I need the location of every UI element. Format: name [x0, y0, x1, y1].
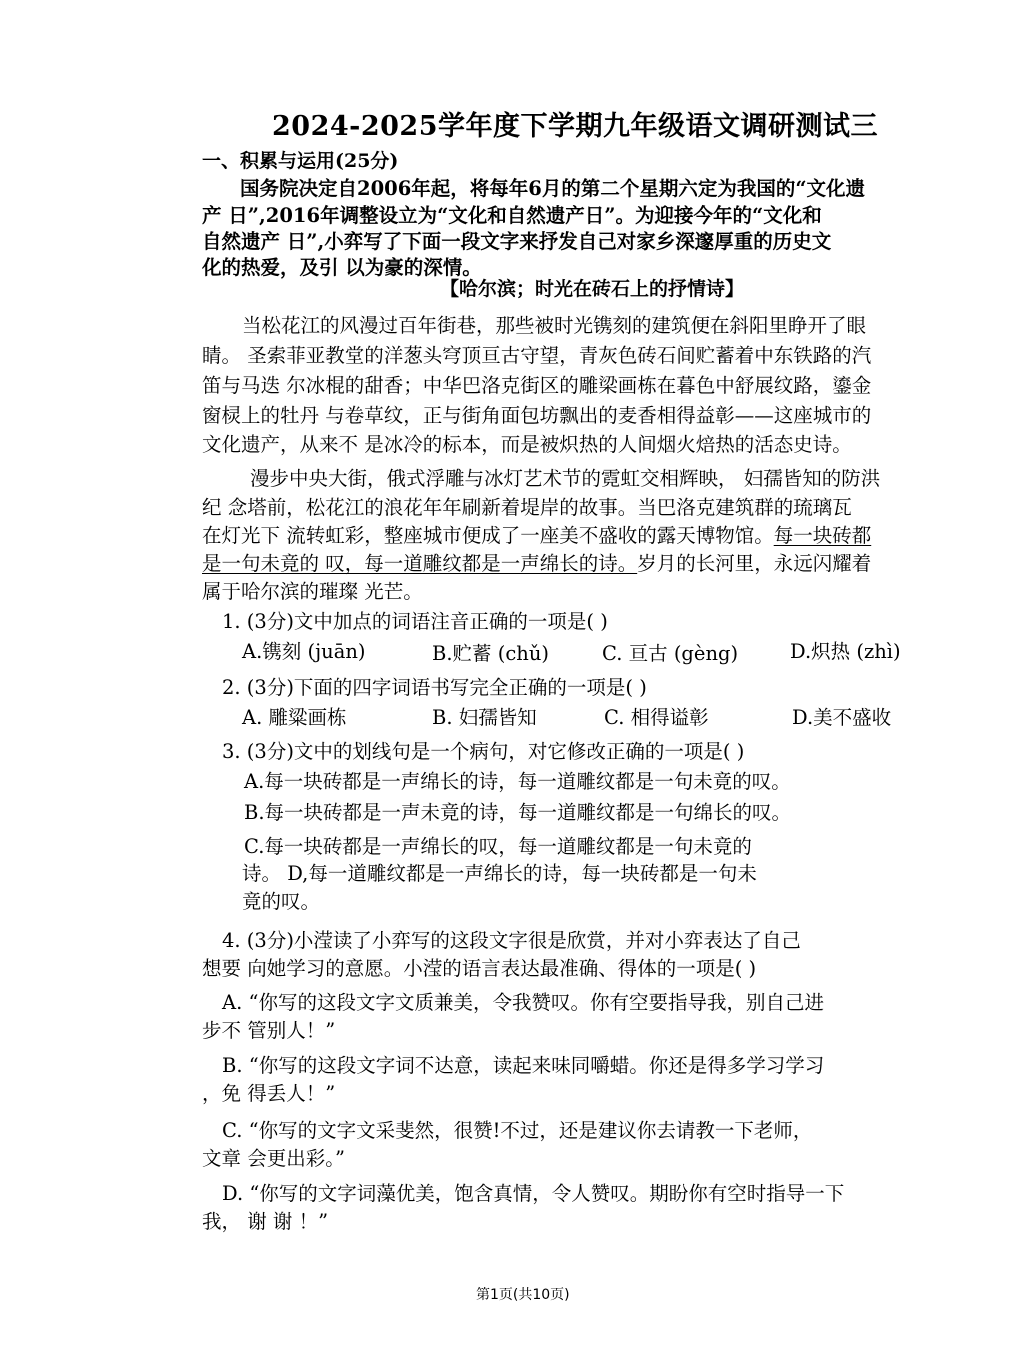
- question-4-option-b-cont: ，免 得丢人！”: [202, 1082, 336, 1105]
- question-1-stem: 1. (3分)文中加点的词语注音正确的一项是( ): [222, 610, 608, 633]
- question-2-option-c: C. 相得谥彰: [604, 706, 709, 729]
- question-2-option-a: A. 雕粱画栋: [242, 706, 347, 729]
- page-title: 2024-2025学年度下学期九年级语文调研测试三: [272, 111, 878, 142]
- question-4-stem-cont: 想要 向她学习的意愿。小滢的语言表达最准确、得体的一项是( ): [202, 957, 757, 980]
- passage-line: 睛。 圣索菲亚教堂的洋葱头穹顶亘古守望，青灰色砖石间贮蓄着中东铁路的汽: [202, 344, 872, 367]
- question-4-option-b: B. “你写的这段文字词不达意，读起来味同嚼蜡。你还是得多学习学习: [222, 1054, 825, 1077]
- underlined-sentence: 是一句未竟的 叹，每一道雕纹都是一声绵长的诗。: [202, 552, 638, 575]
- question-1-option-d: D.炽热 (zhì): [790, 640, 901, 663]
- passage-line: 窗棂上的牡丹 与卷草纹，正与街角面包坊飘出的麦香相得益彰——这座城市的: [202, 404, 872, 427]
- question-3-option-c-cont: 诗。 D,每一道雕纹都是一声绵长的诗，每一块砖都是一句未: [242, 862, 757, 885]
- question-3-option-b: B.每一块砖都是一声未竟的诗，每一道雕纹都是一句绵长的叹。: [244, 801, 792, 824]
- intro-line: 国务院决定自2006年起，将每年6月的第二个星期六定为我国的“文化遗: [240, 177, 866, 200]
- question-1-option-a: A.镌刻 (juān): [242, 640, 366, 663]
- section-heading: 一、积累与运用(25分): [202, 150, 399, 172]
- question-2-stem: 2. (3分)下面的四字词语书写完全正确的一项是( ): [222, 676, 647, 699]
- passage-line: 漫步中央大街，俄式浮雕与冰灯艺术节的霓虹交相辉映， 妇孺皆知的防洪: [250, 467, 881, 490]
- page-number: 第1页(共10页): [476, 1287, 570, 1303]
- question-4-option-a-cont: 步不 管别人！”: [202, 1019, 336, 1042]
- question-4-option-d-cont: 我， 谢 谢 ！”: [202, 1210, 329, 1233]
- question-4-option-d: D. “你写的文字词藻优美，饱含真情，令人赞叹。期盼你有空时指导一下: [222, 1182, 845, 1205]
- passage-text: 在灯光下 流转虹彩，整座城市便成了一座美不盛收的露天博物馆。: [202, 524, 774, 547]
- question-3-option-c: C.每一块砖都是一声绵长的叹，每一道雕纹都是一句未竟的: [244, 835, 752, 858]
- question-2-option-b: B. 妇孺皆知: [432, 706, 537, 729]
- passage-line: 属于哈尔滨的璀璨 光芒。: [202, 580, 423, 603]
- question-2-option-d: D.美不盛收: [792, 706, 892, 729]
- question-1-option-c: C. 亘古 (gèng): [602, 642, 739, 665]
- intro-line: 产 日”,2016年调整设立为“文化和自然遗产日”。为迎接今年的“文化和: [202, 204, 822, 227]
- passage-title: 【哈尔滨；时光在砖石上的抒情诗】: [440, 278, 745, 300]
- passage-line: 笛与马迭 尔冰棍的甜香；中华巴洛克街区的雕梁画栋在暮色中舒展纹路，鎏金: [202, 374, 872, 397]
- passage-line: [202, 548, 871, 576]
- question-4-option-a: A. “你写的这段文字文质兼美，令我赞叹。你有空要指导我，别自己进: [222, 991, 824, 1014]
- question-3-option-a: A.每一块砖都是一声绵长的诗，每一道雕纹都是一句未竟的叹。: [244, 770, 791, 793]
- passage-line: 当松花江的风漫过百年街巷，那些被时光镌刻的建筑便在斜阳里睁开了眼: [242, 314, 867, 337]
- question-4-option-c: C. “你写的文字文采斐然，很赞!不过，还是建议你去请教一下老师，: [222, 1119, 813, 1142]
- underlined-sentence: 每一块砖都: [773, 524, 872, 547]
- question-4-option-c-cont: 文章 会更出彩。”: [202, 1147, 345, 1170]
- passage-text: 岁月的长河里，永远闪耀着: [637, 552, 872, 575]
- intro-line: 化的热爱，及引 以为豪的深情。: [202, 256, 482, 279]
- intro-line: 自然遗产 日”,小弈写了下面一段文字来抒发自己对家乡深邃厚重的历史文: [202, 230, 832, 253]
- question-3-option-d-cont: 竟的叹。: [242, 890, 321, 913]
- passage-line: [202, 520, 871, 548]
- question-3-stem: 3. (3分)文中的划线句是一个病句，对它修改正确的一项是( ): [222, 740, 745, 763]
- passage-line: 纪 念塔前，松花江的浪花年年刷新着堤岸的故事。当巴洛克建筑群的琉璃瓦: [202, 496, 852, 519]
- question-1-option-b: B.贮蓄 (chǔ): [432, 642, 549, 665]
- passage-line: 文化遗产，从来不 是冰冷的标本，而是被炽热的人间烟火焙热的活态史诗。: [202, 433, 852, 456]
- question-4-stem: 4. (3分)小滢读了小弈写的这段文字很是欣赏，并对小弈表达了自己: [222, 929, 801, 952]
